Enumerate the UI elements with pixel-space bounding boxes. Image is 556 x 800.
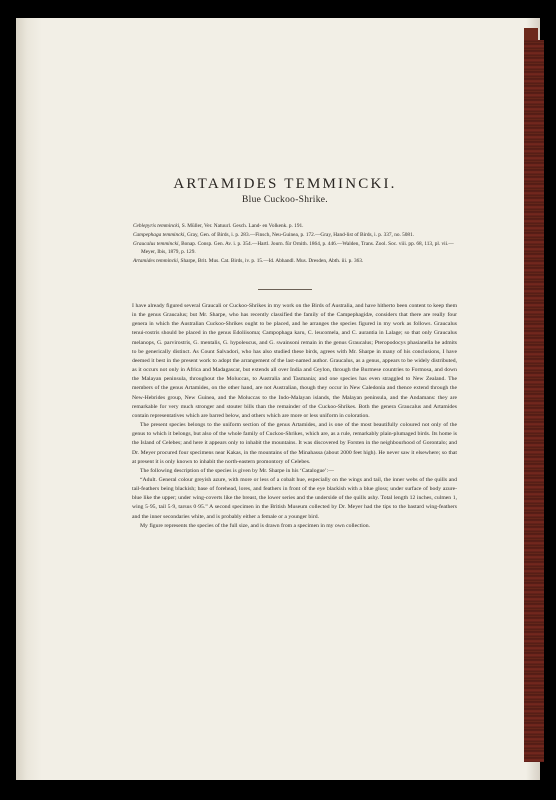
plate-title: ARTAMIDES TEMMINCKI. [173,176,397,192]
body-paragraph: I have already figured several Graucali or Cuckoo-Shrikes in my work on the Birds of Australia, and have hitherto been content to keep them in the genus Graucalus; but Mr. Sharpe, who has recently classified the family of the Campephagidæ, considers that there are really four genera in which the Australian Cuckoo-Shrikes ought to be placed, and he arranges the species figured in my work as follows. Graucalus tenui-rostris should be placed in the genus Edoliisoma; Campophaga karu, C. leucomela, and C. aurantia in Lalage; so that only Graucalus melanops, G. parvirostris, G. mentalis, G. hypoleucus, and G. swainsoni remain in the genus Graucalus; Pteropodocys phasianella he admits to be generically distinct. As Count Salvadori, who has also studied these birds, agrees with Mr. Sharpe in many of his conclusions, I have deemed it best in the present work to adopt the arrangement of the last-named author. Graucalus, as a genus, appears to be widely distributed, as it occurs not only in Africa and Madagascar, but extends all over India and Ceylon, through the Burmese countries to Formosa, and down the Malayan peninsula, throughout the Moluccas, to Australia and Tasmania; and one species has even straggled to New Zealand. The members of the genus Artamides, on the other hand, are not Australian, though they occur in New Caledonia and thence extend through the New-Hebrides group, New Guinea, and the Moluccas to the Indo-Malayan islands, the Malayan peninsula, and the Andamans: they are remarkable for very much stronger and stouter bills than the remainder of the Cuckoo-Shrikes. Both the genera Graucalus and Artamides contain representatives which are barred below, and others which are more or less uniform in coloration. [132,303,457,419]
section-divider [258,289,312,290]
synonymy-entry [133,257,458,266]
body-paragraph: The present species belongs to the uniform section of the genus Artamides, and is one of the most beautifully coloured not only of the genus to which it belongs, but also of the whole family of Cuckoo-Shrikes, which are, as a rule, remarkably plain-plumaged birds. Its home is the Island of Celebes; and here it appears only to inhabit the mountains. It was discovered by Forsten in the neighbourhood of Gorontalo; and Dr. Meyer procured four specimens near Kakas, in the mountains of the Minahassa (about 2000 feet high). He never saw it elsewhere; so that at present it is only known to inhabit the north-eastern promontory of Celebes. [132,422,457,465]
synonym-name: Artamides temmincki, [133,258,180,265]
synonym-name: Graucalus temmincki, [133,240,180,247]
synonymy-entry [133,222,458,231]
synonymy-entry [133,231,458,240]
body-text [132,302,457,531]
body-paragraph: The following description of the species is given by Mr. Sharpe in his ‘Catalogue’:— [140,467,334,474]
synonymy-list [133,222,458,266]
page-gutter [16,18,42,780]
synonym-reference: Sharpe, Brit. Mus. Cat. Birds, iv. p. 15.—Id. Abhandl. Mus. Dresden, Abth. iii. p. 363. [180,258,364,265]
synonym-reference: Bonap. Consp. Gen. Av. i. p. 354.—Hartl. Journ. für Ornith. 1864, p. 446.—Walden, Trans. Zool. Soc. viii. pp. 68, 113, pl. vii.—Meyer, Ibis, 1879, p. 129. [141,240,454,256]
synonym-name: Ceblepyris temmincki, [133,223,181,229]
synonym-reference: S. Müller, Ver. Natuurl. Gesch. Land- en Volkenk. p. 191. [181,223,304,229]
synonym-reference: Gray, Gen. of Birds, i. p. 283.—Finsch, Neu-Guinea, p. 172.—Gray, Hand-list of Birds, i. p. 337, no. 5081. [187,231,415,238]
plate-subtitle: Blue Cuckoo-Shrike. [242,195,328,205]
body-paragraph: My figure represents the species of the full size, and is drawn from a specimen in my own collection. [140,522,370,529]
synonym-name: Campephaga temmincki, [133,231,186,238]
body-paragraph: “Adult. General colour greyish azure, with more or less of a cobalt hue, especially on the wings and tail, the inner webs of the quills and tail-feathers being blackish; base of forehead, lores, and feathers in front of the eye blackish with a blue gloss; under surface of body azure-blue like the upper; under wing-coverts like the breast, the lower series and the underside of the quills ashy. Total length 12 inches, culmen 1, wing 5·95, tail 5·9, tarsus 0·95.” A second specimen in the British Museum collected by Dr. Meyer had the tips to the bastard wing-feathers and the inner secondaries white, and is probably either a female or a younger bird. [132,476,457,520]
book-cover-edge [524,40,544,762]
synonymy-entry [133,240,458,258]
